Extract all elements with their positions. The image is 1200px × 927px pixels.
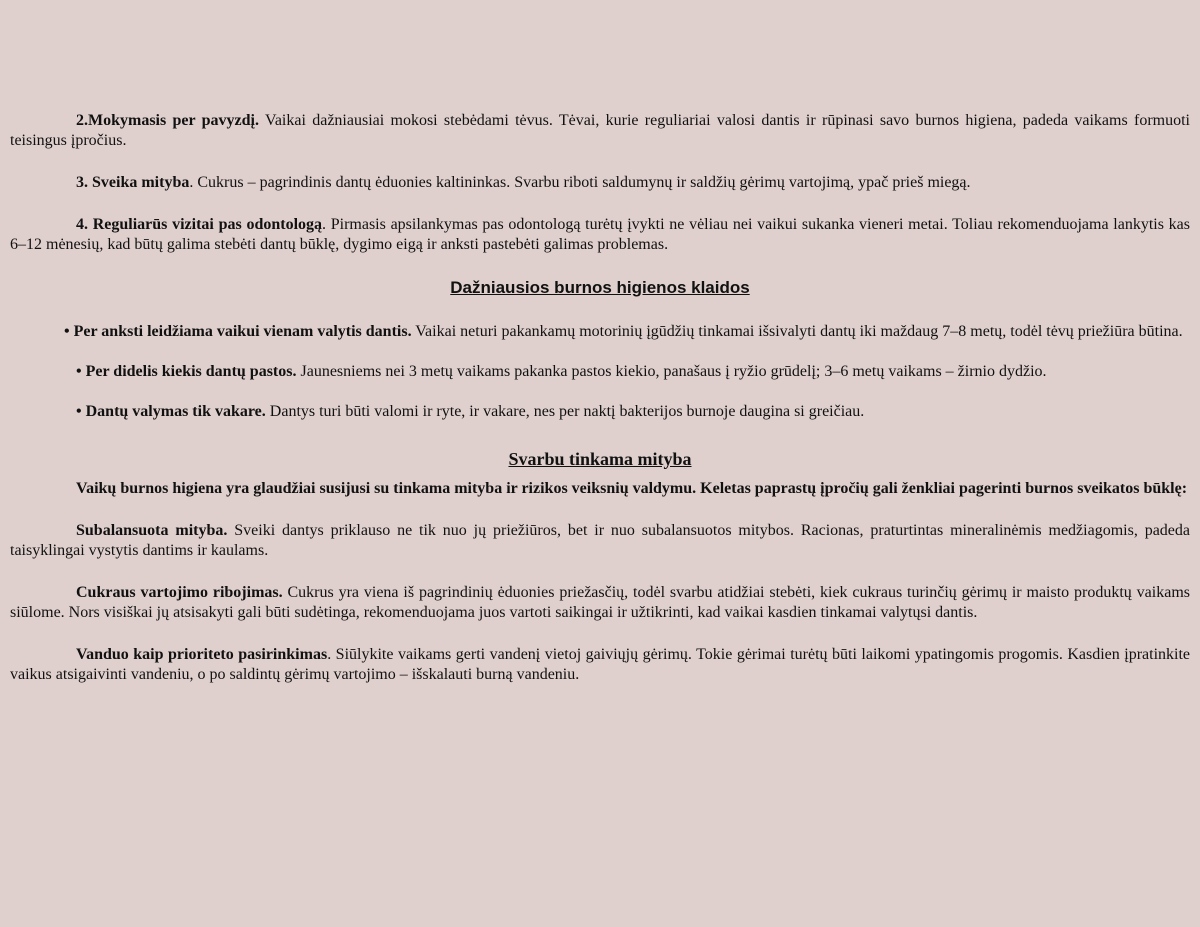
paragraph-water-priority [10, 645, 1190, 685]
paragraph-text: . Cukrus – pagrindinis dantų ėduonies kaltininkas. Svarbu riboti saldumynų ir saldžių gėrimų vartojimą, ypač prieš miegą. [189, 174, 971, 191]
paragraph-text: . Pirmasis apsilankymas pas odontologą turėtų įvykti ne vėliau nei vaikui sukanka vieneri metai. Toliau rekomenduojama lankytis kas 6–12 mėnesių, kad būtų galima stebėti dantų būklę, dygimo eigą ir anksti pastebėti galimas problemas. [10, 216, 1190, 253]
list-item [10, 362, 1190, 382]
paragraph-text: Cukrus yra viena iš pagrindinių ėduonies priežasčių, todėl svarbu atidžiai stebėti, kiek cukraus turinčių gėrimų ir maisto produktų vaikams siūlome. Nors visiškai jų atsisakyti gali būti sudėtinga, rekomenduojama juos vartoti saikingai ir užtikrinti, kad vaikai kasdien tinkamai valytųsi dantis. [10, 584, 1190, 621]
list-item-text: Dantys turi būti valomi ir ryte, ir vakare, nes per naktį bakterijos burnoje daugina si greičiau. [265, 403, 865, 420]
bullet-icon: • [76, 403, 82, 420]
bullet-icon: • [76, 363, 82, 380]
nutrition-intro: Vaikų burnos higiena yra glaudžiai susijusi su tinkama mityba ir rizikos veiksnių valdymu. Keletas paprastų įpročių gali ženkliai pagerinti burnos sveikatos būklę: [76, 480, 1188, 497]
list-item-title: Per anksti leidžiama vaikui vienam valytis dantis. [73, 323, 412, 340]
heading-proper-nutrition: Svarbu tinkama mityba [508, 449, 692, 469]
paragraph-title: 2.Mokymasis per pavyzdį. [76, 112, 260, 129]
list-item-text: Vaikai neturi pakankamų motorinių įgūdžių tinkamai išsivalyti dantų iki maždaug 7–8 metų, todėl tėvų priežiūra būtina. [411, 323, 1183, 340]
heading-common-mistakes: Dažniausios burnos higienos klaidos [450, 278, 750, 297]
list-item [10, 322, 1190, 342]
paragraph-title: 4. Reguliarūs vizitai pas odontologą [76, 216, 323, 233]
bullet-icon: • [64, 323, 70, 340]
paragraph-title: 3. Sveika mityba [76, 174, 190, 191]
paragraph-text: Sveiki dantys priklauso ne tik nuo jų priežiūros, bet ir nuo subalansuotos mitybos. Racionas, praturtintas mineralinėmis medžiagomis, padeda taisyklingai vystytis dantims ir kaulams. [10, 522, 1190, 559]
paragraph-dentist-visits [10, 215, 1190, 255]
mistakes-list [10, 322, 1190, 422]
list-item [10, 402, 1190, 422]
paragraph-balanced-diet [10, 521, 1190, 561]
list-item-title: Dantų valymas tik vakare. [85, 403, 266, 420]
paragraph-text: . Siūlykite vaikams gerti vandenį vietoj gaiviųjų gėrimų. Tokie gėrimai turėtų būti laikomi ypatingomis progomis. Kasdien įpratinkite vaikus atsigaivinti vandeniu, o po saldintų gėrimų vartojimo – išskalauti burną vandeniu. [10, 646, 1191, 683]
paragraph-text: Vaikai dažniausiai mokosi stebėdami tėvus. Tėvai, kurie reguliariai valosi dantis ir rūpinasi savo burnos higiena, padeda vaikams formuoti teisingus įpročius. [10, 112, 1190, 149]
list-item-text: Jaunesniems nei 3 metų vaikams pakanka pastos kiekio, panašaus į ryžio grūdelį; 3–6 metų vaikams – žirnio dydžio. [296, 363, 1047, 380]
paragraph-title: Cukraus vartojimo ribojimas. [76, 584, 283, 601]
paragraph-title: Vanduo kaip prioriteto pasirinkimas [76, 646, 328, 663]
paragraph-learning-by-example [10, 111, 1190, 151]
paragraph-sugar-limit [10, 583, 1190, 623]
list-item-title: Per didelis kiekis dantų pastos. [85, 363, 297, 380]
paragraph-healthy-diet [10, 173, 1190, 193]
paragraph-title: Subalansuota mityba. [76, 522, 228, 539]
